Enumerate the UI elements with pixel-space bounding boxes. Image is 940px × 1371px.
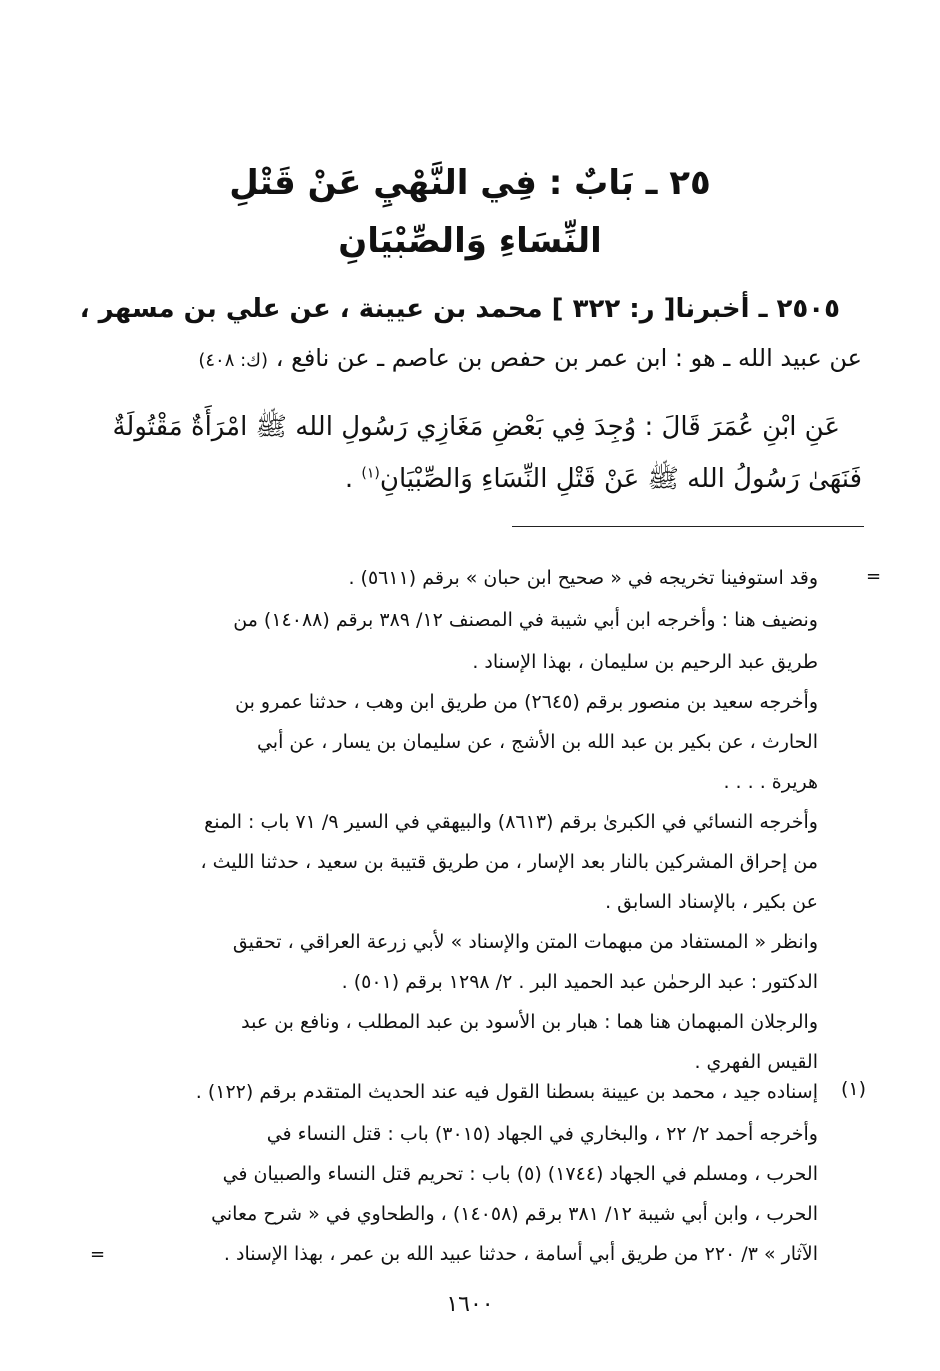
note-line: الحارث ، عن بكير بن عبد الله بن الأشج ، عن سليمان بن يسار ، عن أبي	[256, 731, 818, 753]
chapter-title-line-2: النِّسَاءِ وَالصِّبْيَانِ	[338, 221, 602, 261]
note-line: والرجلان المبهمان هنا هما : هبار بن الأسود بن عبد المطلب ، ونافع بن عبد	[241, 1011, 818, 1033]
continuation-mark-bottom: =	[90, 1244, 106, 1265]
note-line: وقد استوفينا تخريجه في « صحيح ابن حبان » برقم (٥٦١١) .	[348, 567, 818, 589]
note-line: عن بكير ، بالإسناد السابق .	[605, 891, 818, 913]
page-number: ١٦٠٠	[446, 1292, 494, 1317]
footnote-line: الآثار » ٣/ ٢٢٠ من طريق أبي أسامة ، حدثنا عبيد الله بن عمر ، بهذا الإسناد .	[223, 1243, 818, 1265]
isnad-text: عن عبيد الله ـ هو : ابن عمر بن حفص بن عاصم ـ عن نافع ،	[275, 344, 862, 372]
note-line: هريرة . . . .	[723, 771, 818, 793]
note-line: ونضيف هنا : وأخرجه ابن أبي شيبة في المصنف ١٢/ ٣٨٩ برقم (١٤٠٨٨) من	[233, 609, 818, 631]
note-line: الدكتور : عبد الرحمٰن عبد الحميد البر . ٢/ ١٢٩٨ برقم (٥٠١) .	[341, 971, 818, 993]
note-line: من إحراق المشركين بالنار بعد الإسار ، من طريق قتيبة بن سعيد ، حدثنا الليث ،	[200, 851, 818, 873]
matn-text: فَنَهَىٰ رَسُولُ الله ﷺ عَنْ قَتْلِ النِّسَاءِ وَالصِّبْيَانِ	[379, 464, 862, 494]
hadith-isnad-line-1: ٢٥٠٥ ـ أخبرنا[ ر: ٣٢٢ ] محمد بن عيينة ، عن علي بن مسهر ،	[79, 294, 840, 324]
footnote-line: وأخرجه أحمد ٢/ ٢٢ ، والبخاري في الجهاد (٣٠١٥) باب : قتل النساء في	[266, 1123, 818, 1145]
hadith-isnad-line-2	[198, 344, 862, 372]
footnote-number: (١)	[840, 1078, 866, 1100]
footnote-line: الحرب ، وابن أبي شيبة ١٢/ ٣٨١ برقم (١٤٠٥٨) ، والطحاوي في « شرح معاني	[211, 1203, 818, 1225]
note-line: وانظر « المستفاد من مبهمات المتن والإسناد » لأبي زرعة العراقي ، تحقيق	[232, 931, 818, 953]
matn-end-punctuation: .	[344, 464, 362, 494]
hadith-matn-line-2	[345, 462, 862, 500]
footnote-line: الحرب ، ومسلم في الجهاد (١٧٤٤) (٥) باب : تحريم قتل النساء والصبيان في	[222, 1163, 818, 1185]
note-line: وأخرجه النسائي في الكبرىٰ برقم (٨٦١٣) والبيهقي في السير ٩/ ٧١ باب : المنع	[204, 811, 818, 833]
note-line: وأخرجه سعيد بن منصور برقم (٢٦٤٥) من طريق ابن وهب ، حدثنا عمرو بن	[235, 691, 818, 713]
manuscript-reference: (ك: ٤٠٨)	[198, 350, 269, 371]
note-line: طريق عبد الرحيم بن سليمان ، بهذا الإسناد .	[472, 651, 818, 673]
footnote-separator	[512, 526, 864, 527]
continuation-mark-top: =	[866, 566, 882, 587]
note-line: القيس الفهري .	[694, 1051, 818, 1073]
chapter-title-line-1: ٢٥ ـ بَابٌ : فِي النَّهْيِ عَنْ قَتْلِ	[229, 163, 711, 203]
footnote-marker: (١)	[361, 465, 380, 482]
hadith-matn-line-1: عَنِ ابْنِ عُمَرَ قَالَ : وُجِدَ فِي بَعْضِ مَغَازِي رَسُولِ الله ﷺ امْرَأَةٌ مَقْتُولَةٌ	[112, 412, 840, 442]
footnote-line: إسناده جيد ، محمد بن عيينة بسطنا القول فيه عند الحديث المتقدم برقم (١٢٢) .	[195, 1081, 818, 1103]
